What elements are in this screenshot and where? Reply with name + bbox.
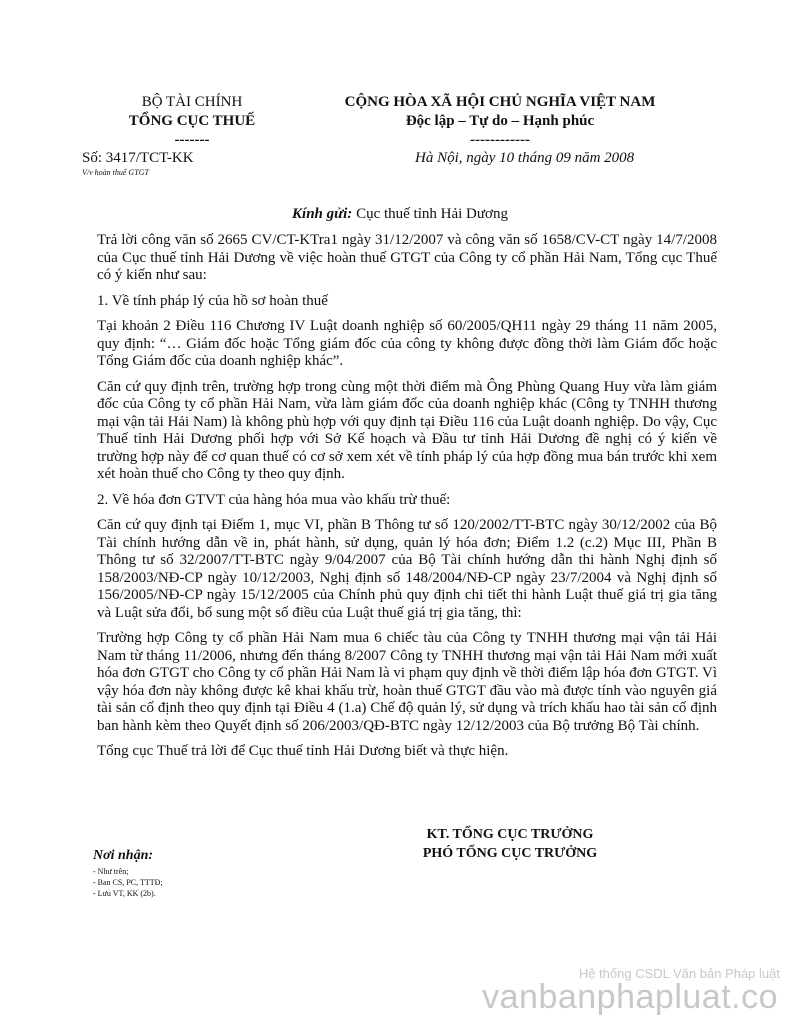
recipient-line xyxy=(0,206,800,223)
signature-line-1: KT. TỔNG CỤC TRƯỞNG xyxy=(426,827,594,842)
recipient-label: Kính gửi: xyxy=(292,206,353,222)
receiver-item: - Ban CS, PC, TTTĐ; xyxy=(93,878,163,887)
signature-line-2: PHÓ TỔNG CỤC TRƯỞNG xyxy=(422,846,598,861)
receiver-item: - Như trên; xyxy=(93,867,129,876)
body-paragraph: Căn cứ quy định tại Điểm 1, mục VI, phần B Thông tư số 120/2002/TT-BTC ngày 30/12/2002 của Bộ Tài chính hướng dẫn về in, phát hành, sử dụng, quản lý hóa đơn; Điểm 1.2 (c.2) Mục III, Phần B Thông tư số 32/2007/TT-BTC ngày 9/04/2007 của Bộ Tài chính hướng dẫn thi hành Nghị định số 158/2003/NĐ-CP ngày 10/12/2003, Nghị định số 148/2004/NĐ-CP ngày 23/7/2004 và Nghị định số 156/2005/NĐ-CP ngày 15/12/2005 của Chính phủ quy định chi tiết thi hành Luật thuế giá trị gia tăng và Luật sửa đổi, bổ sung một số điều của Luật thuế giá trị gia tăng, thì: xyxy=(97,517,717,621)
body-paragraph: Tại khoản 2 Điều 116 Chương IV Luật doanh nghiệp số 60/2005/QH11 ngày 29 tháng 11 năm 2005, quy định: “… Giám đốc hoặc Tổng giám đốc của công ty không được đồng thời làm Giám đốc hoặc Tổng Giám đốc của doanh nghiệp khác”. xyxy=(97,318,717,369)
place-date: Hà Nội, ngày 10 tháng 09 năm 2008 xyxy=(415,150,635,166)
recipient-name: Cục thuế tỉnh Hải Dương xyxy=(352,206,508,222)
document-number: Số: 3417/TCT-KK xyxy=(82,150,194,166)
national-heading xyxy=(290,93,710,150)
motto: Độc lập – Tự do – Hạnh phúc xyxy=(405,113,595,129)
section-heading: 1. Về tính pháp lý của hồ sơ hoàn thuế xyxy=(97,292,328,309)
issuer-block xyxy=(82,93,302,150)
ministry-name: BỘ TÀI CHÍNH xyxy=(141,94,243,110)
body-paragraph: Trường hợp Công ty cổ phần Hải Nam mua 6 chiếc tàu của Công ty TNHH thương mại vận tải Hải Nam từ tháng 11/2006, nhưng đến tháng 8/2007 Công ty TNHH thương mại vận tải Hải Nam mới xuất hóa đơn GTGT cho Công ty cổ phần Hải Nam là vi phạm quy định về thời điểm lập hóa đơn GTGT. Vì vậy hóa đơn này không được kê khai khấu trừ, hoàn thuế GTGT đầu vào mà được tính vào nguyên giá tài sản cố định theo quy định tại Điều 4 (1.a) Chế độ quản lý, sử dụng và trích khấu hao tài sản cố định ban hành kèm theo Quyết định số 206/2003/QĐ-BTC ngày 12/12/2003 của Bộ trưởng Bộ Tài chính. xyxy=(97,630,717,734)
receivers-title: Nơi nhận: xyxy=(93,848,154,863)
signature-block xyxy=(395,825,625,863)
receiver-item: - Lưu VT, KK (2b). xyxy=(93,889,156,898)
watermark-caption: Hệ thống CSDL Văn bản Pháp luật xyxy=(578,966,780,981)
receivers-list xyxy=(93,866,163,899)
document-body xyxy=(97,232,717,769)
watermark-site: vanbanphapluat.co xyxy=(482,978,778,1016)
department-name: TỔNG CỤC THUẾ xyxy=(128,113,256,129)
issuer-rule: ------- xyxy=(174,132,210,148)
section-heading: 2. Về hóa đơn GTVT của hàng hóa mua vào khấu trừ thuế: xyxy=(97,491,451,508)
country-name: CỘNG HÒA XÃ HỘI CHỦ NGHĨA VIỆT NAM xyxy=(344,94,656,110)
body-paragraph: Trả lời công văn số 2665 CV/CT-KTra1 ngày 31/12/2007 và công văn số 1658/CV-CT ngày 14/7/2008 của Cục thuế tỉnh Hải Dương về việc hoàn thuế GTGT của Công ty cổ phần Hải Nam, Tổng cục Thuế có ý kiến như sau: xyxy=(97,232,717,283)
document-subject: V/v hoàn thuế GTGT xyxy=(82,168,149,177)
heading-rule: ------------ xyxy=(470,132,530,148)
body-paragraph: Tổng cục Thuế trả lời để Cục thuế tỉnh Hải Dương biết và thực hiện. xyxy=(97,743,509,759)
body-paragraph: Căn cứ quy định trên, trường hợp trong cùng một thời điểm mà Ông Phùng Quang Huy vừa làm giám đốc của Công ty cổ phần Hải Nam, vừa làm giám đốc của doanh nghiệp khác (Công ty TNHH thương mại vận tải Hải Nam) là không phù hợp với quy định tại Điều 116 của Luật doanh nghiệp. Do vậy, Cục Thuế tỉnh Hải Dương phối hợp với Sở Kế hoạch và Đầu tư tỉnh Hải Dương đề nghị có ý kiến về trường hợp này để cơ quan thuế có cơ sở xem xét về tính pháp lý của hợp đồng mua bán trước khi xem xét hoàn thuế cho Công ty theo quy định. xyxy=(97,378,717,482)
